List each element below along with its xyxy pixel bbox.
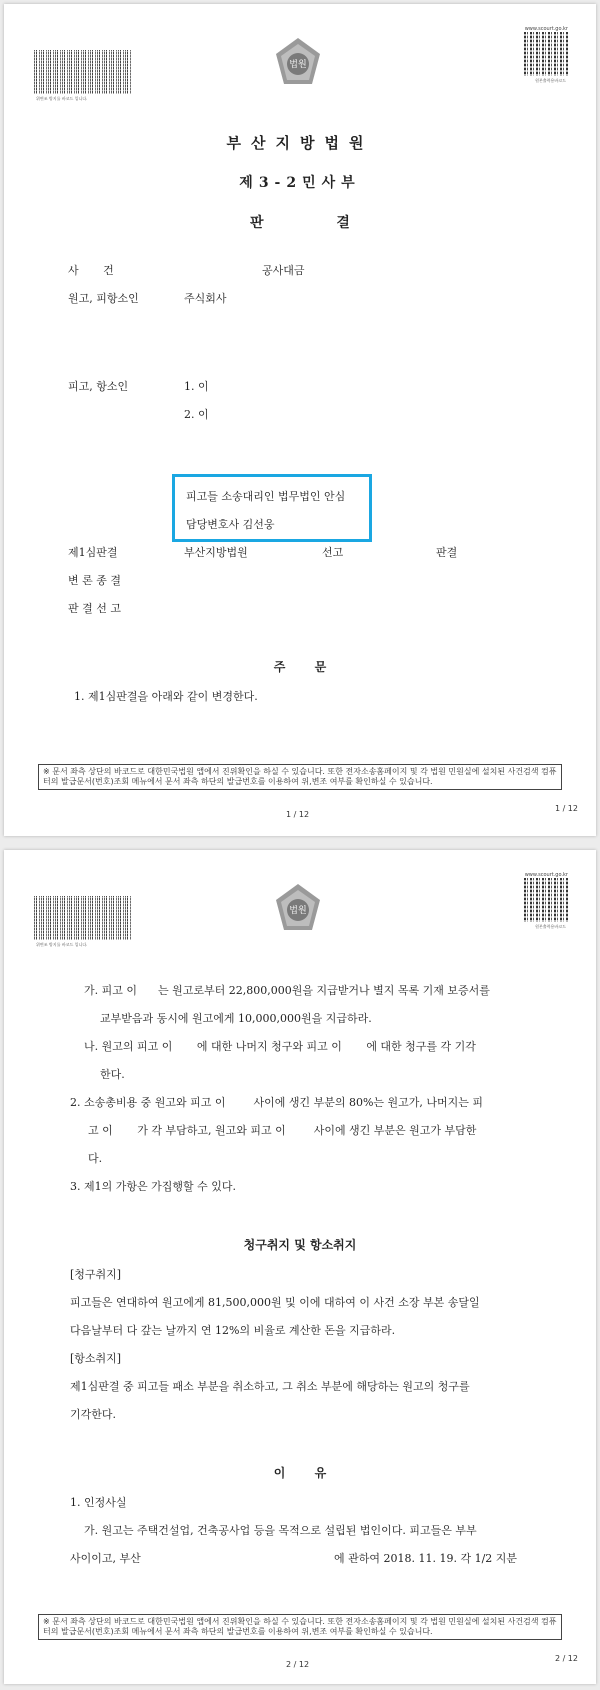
emblem-text: 법원 — [289, 906, 307, 916]
first-instance-judgment: 판결 — [436, 546, 458, 559]
division: 제3-2민사부 — [239, 175, 361, 191]
reason-line-1: 1. 인정사실 — [70, 1496, 127, 1509]
qr-caption: 원본출력용바코드 — [535, 78, 566, 83]
case-value: 공사대금 — [262, 264, 305, 277]
court-name: 부산지방법원 — [226, 134, 374, 152]
barcode-note: 위변조 방지를 바코드 입니다. — [36, 942, 88, 947]
defendant-2: 2. 이 — [184, 408, 209, 421]
appeal-label: [항소취지] — [70, 1352, 122, 1365]
order-line-7: 다. — [88, 1152, 103, 1165]
hearing-end-label: 변 론 종 결 — [68, 574, 121, 587]
claim-line-1: 피고들은 연대하여 원고에게 81,500,000원 및 이에 대하여 이 사건 소장 부본 송달일 — [70, 1296, 480, 1309]
plaintiff-label: 원고, 피항소인 — [68, 292, 139, 305]
appeal-line-2: 기각한다. — [70, 1408, 117, 1421]
court-emblem-icon — [268, 880, 328, 940]
qr-code — [524, 878, 568, 922]
verification-barcode — [34, 50, 132, 94]
order-item-1: 1. 제1심판결을 아래와 같이 변경한다. — [74, 690, 258, 703]
first-instance-pronounce: 선고 — [322, 546, 344, 559]
court-emblem-icon — [268, 34, 328, 94]
defendant-1: 1. 이 — [184, 380, 209, 393]
sentence-label: 판 결 선 고 — [68, 602, 121, 615]
order-line-1: 가. 피고 이 는 원고로부터 22,800,000원을 지급받거나 별지 목록 기재 보증서를 — [84, 984, 490, 997]
reason-line-2: 가. 원고는 주택건설업, 건축공사업 등을 목적으로 설립된 법인이다. 피고들은 부부 — [84, 1524, 477, 1537]
claim-label: [청구취지] — [70, 1268, 122, 1281]
attorney-line-1: 피고들 소송대리인 법무법인 안심 — [186, 490, 346, 503]
page-number: 1 / 12 — [286, 810, 310, 819]
qr-caption: 원본출력용바코드 — [535, 924, 566, 929]
verification-barcode — [34, 896, 132, 940]
order-line-2: 교부받음과 동시에 원고에게 10,000,000원을 지급하라. — [100, 1012, 372, 1025]
reason-heading: 이 유 — [273, 1466, 327, 1480]
reason-line-3b: 에 관하여 2018. 11. 19. 각 1/2 지분 — [334, 1552, 518, 1565]
verification-notice: ※ 문서 좌측 상단의 바코드로 대한민국법원 앱에서 진위확인을 하실 수 있습니다. 또한 전자소송홈페이지 및 각 법원 민원실에 설치된 사건검색 컴퓨터의 발급문서(번호)조회 메뉴에서 문서 좌측 하단의 발급번호를 이용하여 위,변조 여부를 확인하실 수 있습니다. — [38, 1614, 562, 1640]
reason-line-3: 사이이고, 부산 — [70, 1552, 141, 1565]
qr-url: www.scourt.go.kr — [524, 26, 568, 32]
order-line-4: 한다. — [100, 1068, 125, 1081]
qr-url: www.scourt.go.kr — [524, 872, 568, 878]
verification-notice: ※ 문서 좌측 상단의 바코드로 대한민국법원 앱에서 진위확인을 하실 수 있습니다. 또한 전자소송홈페이지 및 각 법원 민원실에 설치된 사건검색 컴퓨터의 발급문서(번호)조회 메뉴에서 문서 좌측 하단의 발급번호를 이용하여 위,변조 여부를 확인하실 수 있습니다. — [38, 764, 562, 790]
emblem-text: 법원 — [289, 60, 307, 70]
first-instance-label: 제1심판결 — [68, 546, 118, 559]
document-page-1 — [4, 4, 596, 836]
order-line-3: 나. 원고의 피고 이 에 대한 나머지 청구와 피고 이 에 대한 청구를 각 기각 — [84, 1040, 476, 1053]
attorney-line-2: 담당변호사 김선웅 — [186, 518, 275, 531]
order-line-6: 고 이 가 각 부담하고, 원고와 피고 이 사이에 생긴 부분은 원고가 부담한 — [88, 1124, 477, 1137]
page-number-right: 1 / 12 — [554, 804, 578, 813]
order-line-8: 3. 제1의 가항은 가집행할 수 있다. — [70, 1180, 236, 1193]
document-page-2 — [4, 850, 596, 1684]
qr-code — [524, 32, 568, 76]
appeal-line-1: 제1심판결 중 피고들 패소 부분을 취소하고, 그 취소 부분에 해당하는 원고의 청구를 — [70, 1380, 470, 1393]
page-number: 2 / 12 — [286, 1660, 310, 1669]
first-instance-court: 부산지방법원 — [184, 546, 248, 559]
page-number-right: 2 / 12 — [554, 1654, 578, 1663]
claim-line-2: 다음날부터 다 갚는 날까지 연 12%의 비율로 계산한 돈을 지급하라. — [70, 1324, 396, 1337]
defendant-label: 피고, 항소인 — [68, 380, 129, 393]
order-heading: 주 문 — [273, 660, 327, 674]
case-label: 사 건 — [68, 264, 114, 277]
document-type: 판 결 — [250, 215, 350, 231]
claim-heading: 청구취지 및 항소취지 — [243, 1238, 357, 1252]
barcode-note: 위변조 방지를 바코드 입니다. — [36, 96, 88, 101]
order-line-5: 2. 소송총비용 중 원고와 피고 이 사이에 생긴 부분의 80%는 원고가, 나머지는 피 — [70, 1096, 484, 1109]
plaintiff-value: 주식회사 — [184, 292, 227, 305]
